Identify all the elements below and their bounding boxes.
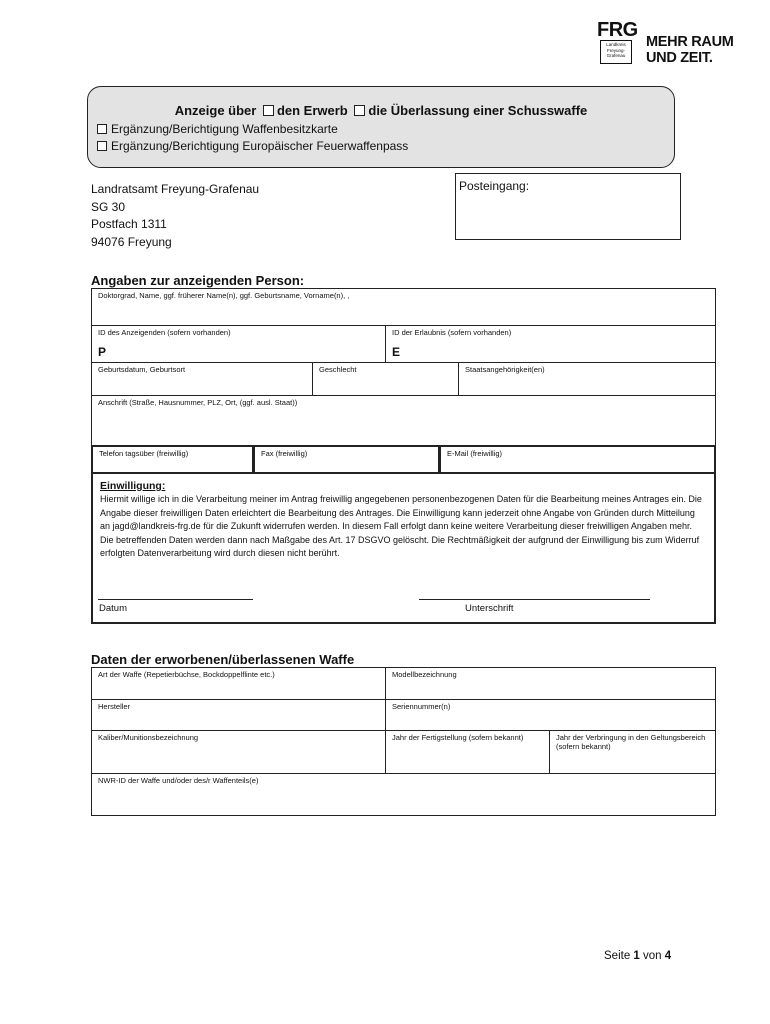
staat-field[interactable] xyxy=(458,362,716,396)
id-erlaubnis-prefix: E xyxy=(392,345,401,359)
verbringung-field[interactable] xyxy=(549,730,716,774)
person-section-title: Angaben zur anzeigenden Person: xyxy=(91,273,305,288)
logo-box-line: Grafenau xyxy=(606,53,626,58)
option1-label: Ergänzung/Berichtigung Waffenbesitzkarte xyxy=(111,122,338,136)
footer-page: 1 xyxy=(633,950,640,962)
unterschrift-line[interactable] xyxy=(419,599,650,600)
name-field[interactable] xyxy=(91,288,716,326)
logo-box-line: Freyung- xyxy=(606,47,625,53)
posteingang-box xyxy=(455,173,681,240)
geburt-field[interactable] xyxy=(91,362,313,396)
title-part1: Anzeige über xyxy=(174,103,257,118)
telefon-label: Telefon tagsüber (freiwillig) xyxy=(99,449,189,458)
unterschrift-label: Unterschrift xyxy=(465,603,514,614)
consent-box xyxy=(91,472,716,624)
address-line: 94076 Freyung xyxy=(91,234,172,249)
logo-claim xyxy=(646,34,734,66)
consent-heading: Einwilligung: xyxy=(100,480,166,492)
id-erlaubnis-label: ID der Erlaubnis (sofern vorhanden) xyxy=(392,328,512,337)
option2-label: Ergänzung/Berichtigung Europäischer Feuerwaffenpass xyxy=(111,139,409,153)
modell-label: Modellbezeichnung xyxy=(392,670,457,679)
datum-line[interactable] xyxy=(98,599,253,600)
nwr-field[interactable] xyxy=(91,773,716,816)
waffenbesitzkarte-checkbox[interactable] xyxy=(97,124,107,134)
id-anzeigender-label: ID des Anzeigenden (sofern vorhanden) xyxy=(98,328,231,337)
modell-field[interactable] xyxy=(385,667,716,700)
anschrift-field[interactable] xyxy=(91,395,716,446)
logo-claim-line1: MEHR RAUM xyxy=(646,34,734,50)
anschrift-label: Anschrift (Straße, Hausnummer, PLZ, Ort, (ggf. ausl. Staat)) xyxy=(98,398,298,407)
logo-landkreis-box xyxy=(600,40,632,64)
address-line: Landratsamt Freyung-Grafenau xyxy=(91,182,260,196)
title-part2: den Erwerb xyxy=(276,103,348,118)
consent-text: Hiermit willige ich in die Verarbeitung meiner im Antrag freiwillig angegebenen personenbezogenen Daten für die Bearbeitung meines Antrages ein. Die Angabe dieser freiwilligen Daten erleichtert die Bearbeitung des Antrages. Die Einwilligung kann jederzeit ohne Angabe von Gründen durch Mitteilung an jagd@landkreis-frg.de für die Zukunft widerrufen werden. In diesem Fall erfolgt dann keine weitere Verarbeitung dieser freiwilligen Angaben mehr. Die betreffenden Daten werden dann nach Maßgabe des Art. 17 DSGVO gelöscht. Die Rechtmäßigkeit der aufgrund der Einwilligung bis zum Widerruf erfolgten Datenverarbeitung wird durch diesen nicht berührt. xyxy=(100,494,702,559)
fertigung-label: Jahr der Fertigstellung (sofern bekannt) xyxy=(392,733,524,742)
geburt-label: Geburtsdatum, Geburtsort xyxy=(98,365,186,374)
serien-field[interactable] xyxy=(385,699,716,731)
art-field[interactable] xyxy=(91,667,386,700)
posteingang-label: Posteingang: xyxy=(459,179,530,193)
geschlecht-field[interactable] xyxy=(312,362,459,396)
kaliber-field[interactable] xyxy=(91,730,386,774)
geschlecht-label: Geschlecht xyxy=(319,365,357,374)
recipient-address xyxy=(91,181,259,251)
verbringung-label: Jahr der Verbringung in den Geltungsbereich (sofern bekannt) xyxy=(556,733,706,751)
feuerwaffenpass-checkbox[interactable] xyxy=(97,141,107,151)
form-title xyxy=(87,103,675,118)
footer-von: von xyxy=(643,950,662,962)
email-field[interactable] xyxy=(439,445,716,474)
address-line: Postfach 1311 xyxy=(91,217,167,231)
datum-label: Datum xyxy=(99,603,127,614)
logo-frg: FRG xyxy=(597,19,638,41)
page-number xyxy=(604,950,671,962)
option-feuerwaffenpass xyxy=(97,139,408,153)
address-line: SG 30 xyxy=(91,199,126,214)
id-anzeigender-field[interactable] xyxy=(91,325,386,363)
nwr-label: NWR-ID der Waffe und/oder des/r Waffenteils(e) xyxy=(98,776,259,785)
id-anzeigender-prefix: P xyxy=(98,345,107,359)
fax-label: Fax (freiwillig) xyxy=(261,449,308,458)
footer-total: 4 xyxy=(664,950,672,962)
staat-label: Staatsangehörigkeit(en) xyxy=(465,365,545,374)
fertigung-field[interactable] xyxy=(385,730,550,774)
weapon-section-title: Daten der erworbenen/überlassenen Waffe xyxy=(91,652,355,667)
option-waffenbesitzkarte xyxy=(97,122,338,136)
kaliber-label: Kaliber/Munitionsbezeichnung xyxy=(98,733,199,742)
email-label: E-Mail (freiwillig) xyxy=(447,449,503,458)
serien-label: Seriennummer(n) xyxy=(392,702,451,711)
art-label: Art der Waffe (Repetierbüchse, Bockdoppelflinte etc.) xyxy=(98,670,275,679)
footer-seite: Seite xyxy=(604,950,631,962)
logo-box-line: Landkreis xyxy=(606,42,626,47)
name-label: Doktorgrad, Name, ggf. früherer Name(n), ggf. Geburtsname, Vorname(n), , xyxy=(98,291,350,300)
title-part3: die Überlassung einer Schusswaffe xyxy=(368,103,588,118)
telefon-field[interactable] xyxy=(91,445,254,474)
id-erlaubnis-field[interactable] xyxy=(385,325,716,363)
logo-claim-line2: UND ZEIT. xyxy=(646,50,713,66)
hersteller-label: Hersteller xyxy=(98,702,131,711)
ueberlassung-checkbox[interactable] xyxy=(354,105,365,116)
erwerb-checkbox[interactable] xyxy=(263,105,274,116)
hersteller-field[interactable] xyxy=(91,699,386,731)
fax-field[interactable] xyxy=(253,445,440,474)
